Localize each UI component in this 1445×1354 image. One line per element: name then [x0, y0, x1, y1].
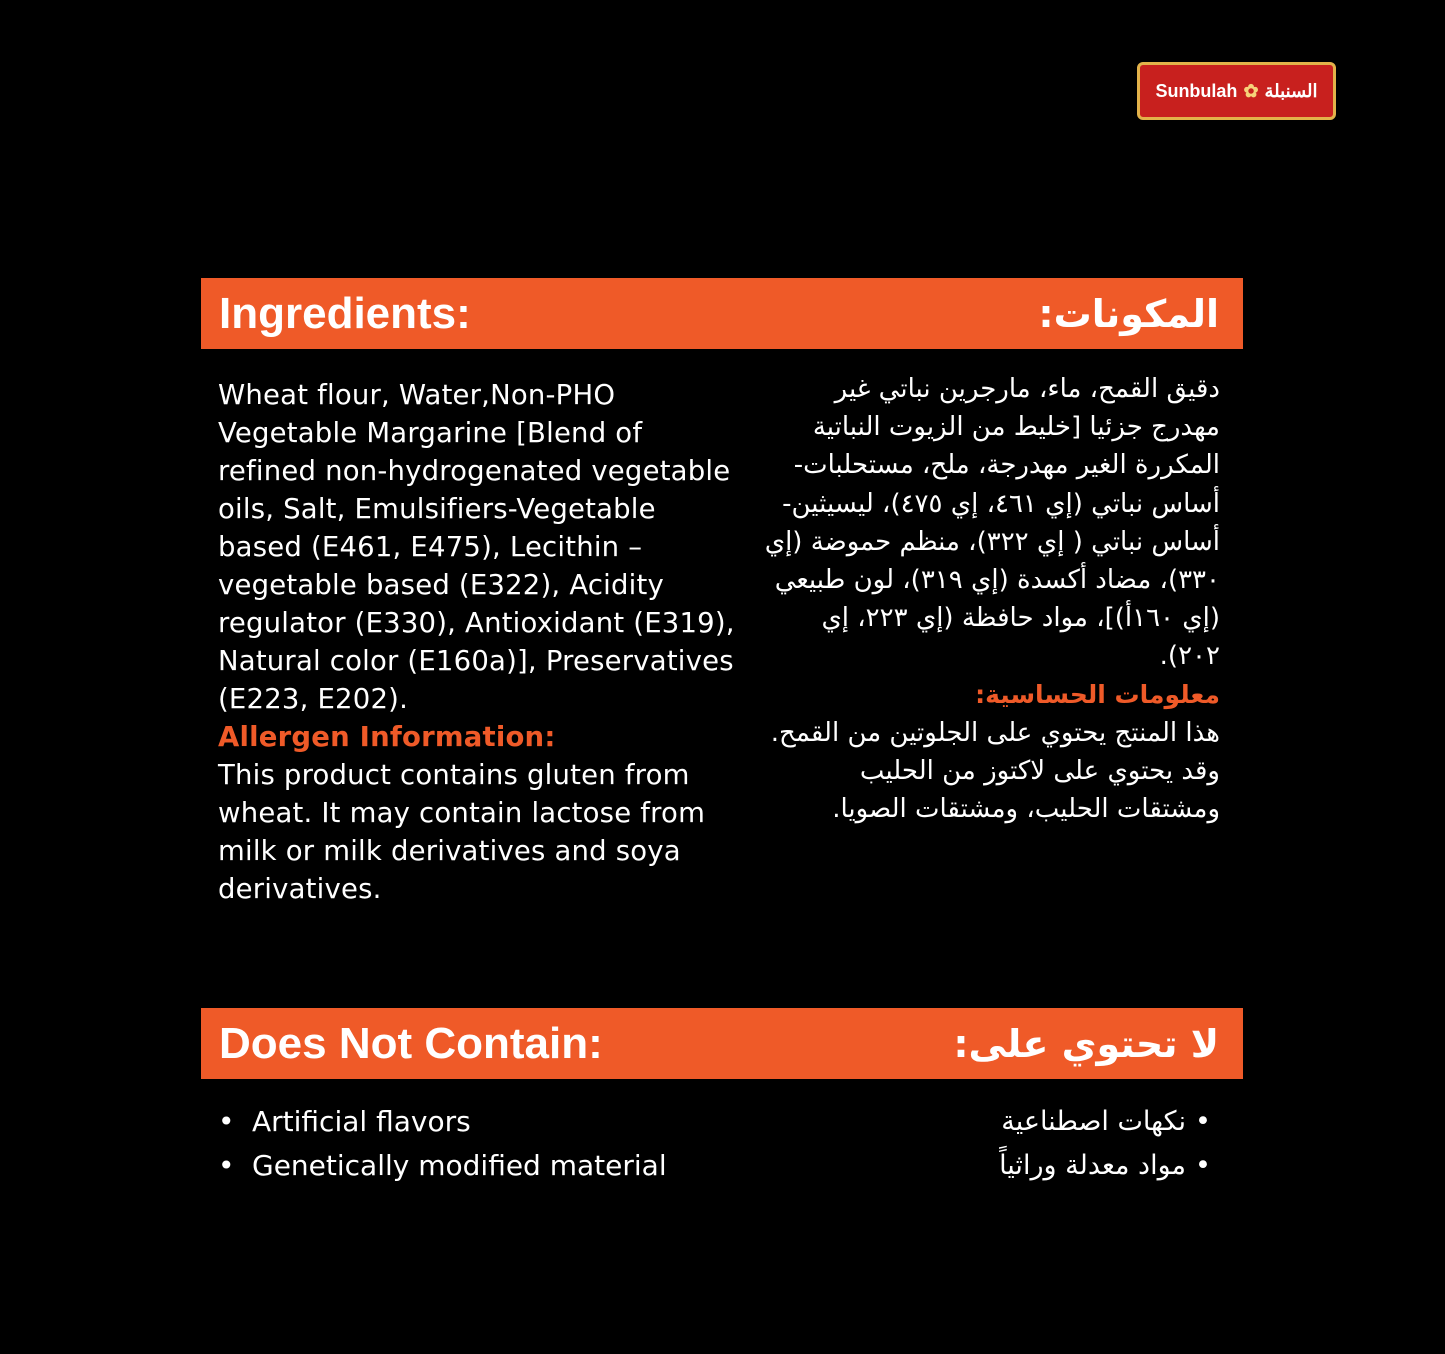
does-not-contain-title-ar: لا تحتوي على:	[953, 1021, 1219, 1066]
allergen-title-ar: معلومات الحساسية:	[975, 679, 1220, 709]
list-item: • Artificial flavors	[218, 1100, 738, 1144]
ingredients-header-band	[201, 278, 1243, 349]
ingredients-title-en: Ingredients:	[219, 288, 471, 338]
list-item: • مواد معدلة وراثياً	[760, 1144, 1220, 1188]
arabic-ingredients-column	[760, 370, 1220, 828]
sunbulah-logo	[1137, 62, 1336, 120]
does-not-contain-list-ar	[760, 1100, 1220, 1188]
allergen-text-ar: هذا المنتج يحتوي على الجلوتين من القمح. وقد يحتوي على لاكتوز من الحليب ومشتقات الحليب، ومشتقات الصويا.	[770, 717, 1220, 825]
does-not-contain-title-en: Does Not Contain:	[219, 1018, 603, 1068]
ingredients-text-ar: دقيق القمح، ماء، مارجرين نباتي غير مهدرج جزئيا [خليط من الزيوت النباتية المكررة الغير مهدرجة، ملح، مستحلبات- أساس نباتي (إي ٤٦١، إي ٤٧٥)، ليسيثين- أساس نباتي ( إي ٣٢٢)، منظم حموضة (إي ٣٣٠)، مضاد أكسدة (إي ٣١٩)، لون طبيعي (إي ١٦٠أ)]، مواد حافظة (إي ٢٢٣، إي ٢٠٢).	[764, 374, 1220, 672]
allergen-title-en: Allergen Information:	[218, 721, 556, 753]
english-ingredients-column	[218, 376, 738, 908]
list-item: • نكهات اصطناعية	[760, 1100, 1220, 1144]
does-not-contain-list-en	[218, 1100, 738, 1188]
ingredients-title-ar: المكونات:	[1038, 291, 1219, 336]
logo-arabic-text: السنبلة	[1264, 80, 1318, 101]
logo-latin-text: Sunbulah	[1155, 80, 1238, 101]
allergen-text-en: This product contains gluten from wheat. It may contain lactose from milk or milk derivatives and soya derivatives.	[218, 759, 706, 905]
ingredients-text-en: Wheat flour, Water,Non-PHO Vegetable Margarine [Blend of refined non-hydrogenated vegetable oils, Salt, Emulsifiers-Vegetable based (E461, E475), Lecithin – vegetable based (E322), Acidity regulator (E330), Antioxidant (E319), Natural color (E160a)], Preservatives (E223, E202).	[218, 379, 735, 715]
does-not-contain-header-band	[201, 1008, 1243, 1079]
list-item: • Genetically modified material	[218, 1144, 738, 1188]
wheat-icon: ✿	[1243, 80, 1259, 101]
